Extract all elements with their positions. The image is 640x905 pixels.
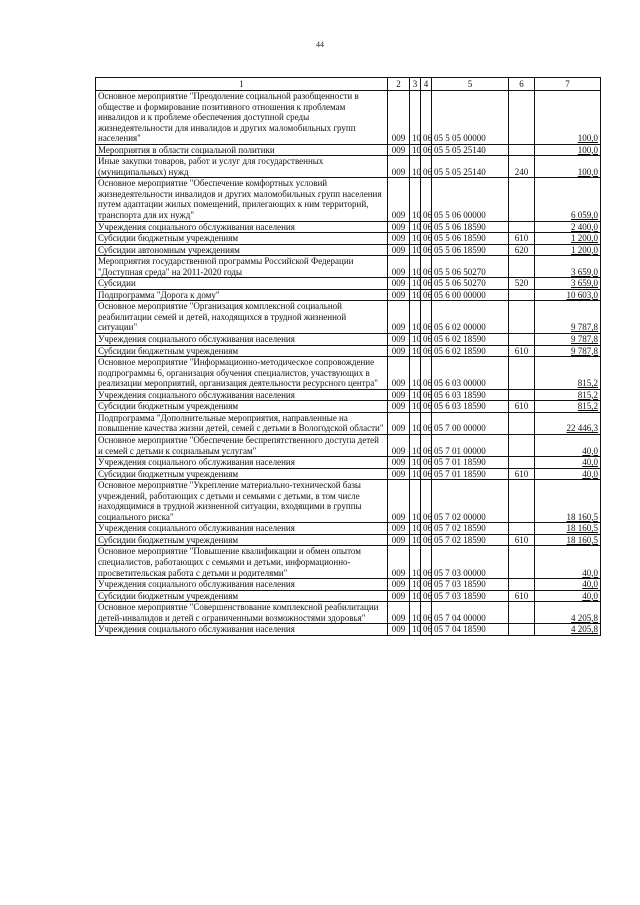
row-target-article: 05 7 01 18590 — [432, 457, 509, 469]
row-amount — [535, 156, 601, 178]
row-ministry-code: 009 — [388, 278, 410, 290]
row-expense-type — [509, 91, 535, 145]
row-subsection-code: 06 — [421, 523, 432, 535]
row-subsection-code: 06 — [421, 233, 432, 245]
row-subsection-code: 06 — [421, 357, 432, 390]
row-target-article: 05 5 06 18590 — [432, 244, 509, 256]
row-ministry-code: 009 — [388, 546, 410, 579]
row-ministry-code: 009 — [388, 221, 410, 233]
row-target-article: 05 5 06 18590 — [432, 221, 509, 233]
row-amount — [535, 334, 601, 346]
row-subsection-code: 06 — [421, 624, 432, 636]
amount-value: 4 205,8 — [571, 612, 598, 623]
row-section-code: 10 — [410, 244, 421, 256]
table-row — [96, 256, 601, 278]
table-row — [96, 156, 601, 178]
row-amount — [535, 289, 601, 301]
row-ministry-code: 009 — [388, 244, 410, 256]
row-section-code: 10 — [410, 468, 421, 480]
row-amount — [535, 401, 601, 413]
row-amount — [535, 590, 601, 602]
row-target-article: 05 7 02 00000 — [432, 480, 509, 523]
amount-value: 40,0 — [582, 445, 598, 456]
row-expense-type: 610 — [509, 401, 535, 413]
row-section-code: 10 — [410, 457, 421, 469]
row-section-code: 10 — [410, 534, 421, 546]
row-subsection-code: 06 — [421, 156, 432, 178]
table-row — [96, 233, 601, 245]
row-ministry-code: 009 — [388, 480, 410, 523]
row-expense-type — [509, 334, 535, 346]
table-row — [96, 546, 601, 579]
row-section-code: 10 — [410, 401, 421, 413]
row-ministry-code: 009 — [388, 590, 410, 602]
row-name-cell: Основное мероприятие "Обеспечение беспрепятственного доступа детей и семей с детьми к социальным услугам" — [96, 434, 388, 456]
row-expense-type: 610 — [509, 468, 535, 480]
row-section-code: 10 — [410, 357, 421, 390]
table-row — [96, 468, 601, 480]
row-name-cell: Учреждения социального обслуживания населения — [96, 523, 388, 535]
row-subsection-code: 06 — [421, 244, 432, 256]
row-subsection-code: 06 — [421, 412, 432, 434]
row-subsection-code: 06 — [421, 221, 432, 233]
row-subsection-code: 06 — [421, 534, 432, 546]
table-row — [96, 401, 601, 413]
row-name-cell: Субсидии бюджетным учреждениям — [96, 534, 388, 546]
amount-value: 10 603,0 — [566, 289, 598, 300]
row-amount — [535, 546, 601, 579]
table-row — [96, 91, 601, 145]
row-name-cell: Учреждения социального обслуживания населения — [96, 457, 388, 469]
amount-value: 100,0 — [577, 166, 598, 177]
row-amount — [535, 345, 601, 357]
amount-value: 6 059,0 — [571, 210, 598, 221]
row-ministry-code: 009 — [388, 301, 410, 334]
table-row — [96, 345, 601, 357]
row-section-code: 10 — [410, 221, 421, 233]
header-col-3: 3 — [410, 78, 421, 91]
row-name-cell: Основное мероприятие "Организация комплексной социальной реабилитации семей и детей, находящихся в трудной жизненной ситуации" — [96, 301, 388, 334]
row-name-cell: Учреждения социального обслуживания населения — [96, 334, 388, 346]
row-name-cell: Субсидии бюджетным учреждениям — [96, 345, 388, 357]
row-subsection-code: 06 — [421, 178, 432, 221]
header-col-6: 6 — [509, 78, 535, 91]
row-subsection-code: 06 — [421, 434, 432, 456]
row-expense-type — [509, 289, 535, 301]
row-ministry-code: 009 — [388, 91, 410, 145]
amount-value: 40,0 — [582, 457, 598, 468]
row-section-code: 10 — [410, 434, 421, 456]
header-col-5: 5 — [432, 78, 509, 91]
amount-value: 18 160,5 — [566, 511, 598, 522]
row-target-article: 05 7 01 18590 — [432, 468, 509, 480]
row-section-code: 10 — [410, 624, 421, 636]
row-name-cell: Основное мероприятие "Преодоление социальной разобщенности в обществе и формирование позитивного отношения к проблемам инвалидов и к проблеме обеспечения доступной среды жизнедеятельности для инвалидов и других маломобильных групп населения" — [96, 91, 388, 145]
row-name-cell: Мероприятия государственной программы Российской Федерации "Доступная среда" на 2011-2020 годы — [96, 256, 388, 278]
row-name-cell: Мероприятия в области социальной политики — [96, 144, 388, 156]
amount-value: 1 200,0 — [571, 233, 598, 244]
row-section-code: 10 — [410, 233, 421, 245]
table-row — [96, 144, 601, 156]
row-subsection-code: 06 — [421, 579, 432, 591]
row-subsection-code: 06 — [421, 144, 432, 156]
row-subsection-code: 06 — [421, 389, 432, 401]
amount-value: 40,0 — [582, 468, 598, 479]
table-row — [96, 534, 601, 546]
row-ministry-code: 009 — [388, 345, 410, 357]
amount-value: 815,2 — [577, 401, 598, 412]
row-target-article: 05 6 03 18590 — [432, 401, 509, 413]
row-section-code: 10 — [410, 289, 421, 301]
table-row — [96, 221, 601, 233]
row-target-article: 05 5 05 25140 — [432, 144, 509, 156]
table-row — [96, 334, 601, 346]
row-target-article: 05 5 05 25140 — [432, 156, 509, 178]
amount-value: 22 446,3 — [566, 423, 598, 434]
row-ministry-code: 009 — [388, 334, 410, 346]
row-expense-type — [509, 579, 535, 591]
row-ministry-code: 009 — [388, 457, 410, 469]
row-section-code: 10 — [410, 334, 421, 346]
row-subsection-code: 06 — [421, 345, 432, 357]
row-amount — [535, 233, 601, 245]
row-section-code: 10 — [410, 579, 421, 591]
table-row — [96, 579, 601, 591]
row-expense-type — [509, 480, 535, 523]
row-amount — [535, 602, 601, 624]
row-expense-type: 610 — [509, 345, 535, 357]
row-expense-type — [509, 434, 535, 456]
row-ministry-code: 009 — [388, 178, 410, 221]
row-target-article: 05 7 02 18590 — [432, 523, 509, 535]
row-amount — [535, 523, 601, 535]
row-name-cell: Субсидии бюджетным учреждениям — [96, 233, 388, 245]
row-name-cell: Иные закупки товаров, работ и услуг для государственных (муниципальных) нужд — [96, 156, 388, 178]
row-expense-type — [509, 389, 535, 401]
row-name-cell: Учреждения социального обслуживания населения — [96, 579, 388, 591]
table-row — [96, 301, 601, 334]
row-amount — [535, 178, 601, 221]
row-subsection-code: 06 — [421, 301, 432, 334]
row-expense-type — [509, 301, 535, 334]
row-subsection-code: 06 — [421, 457, 432, 469]
row-ministry-code: 009 — [388, 401, 410, 413]
row-target-article: 05 5 06 00000 — [432, 178, 509, 221]
row-expense-type — [509, 624, 535, 636]
row-name-cell: Субсидии бюджетным учреждениям — [96, 590, 388, 602]
table-row — [96, 457, 601, 469]
row-ministry-code: 009 — [388, 144, 410, 156]
row-section-code: 10 — [410, 156, 421, 178]
row-amount — [535, 534, 601, 546]
table-row — [96, 523, 601, 535]
row-expense-type: 520 — [509, 278, 535, 290]
row-name-cell: Учреждения социального обслуживания населения — [96, 221, 388, 233]
table-body — [96, 91, 601, 636]
row-section-code: 10 — [410, 256, 421, 278]
row-target-article: 05 6 02 18590 — [432, 334, 509, 346]
row-amount — [535, 278, 601, 290]
row-expense-type: 620 — [509, 244, 535, 256]
row-expense-type — [509, 357, 535, 390]
table-row — [96, 590, 601, 602]
amount-value: 18 160,5 — [566, 534, 598, 545]
row-target-article: 05 7 01 00000 — [432, 434, 509, 456]
row-expense-type — [509, 602, 535, 624]
row-ministry-code: 009 — [388, 156, 410, 178]
row-subsection-code: 06 — [421, 590, 432, 602]
row-target-article: 05 5 06 50270 — [432, 256, 509, 278]
row-name-cell: Основное мероприятие "Совершенствование комплексной реабилитации детей-инвалидов и детей с ограниченными возможностями здоровья" — [96, 602, 388, 624]
row-amount — [535, 480, 601, 523]
row-amount — [535, 221, 601, 233]
amount-value: 40,0 — [582, 590, 598, 601]
header-col-1: 1 — [96, 78, 388, 91]
row-section-code: 10 — [410, 91, 421, 145]
amount-value: 100,0 — [577, 144, 598, 155]
table-row — [96, 389, 601, 401]
row-expense-type: 240 — [509, 156, 535, 178]
amount-value: 1 200,0 — [571, 244, 598, 255]
row-section-code: 10 — [410, 546, 421, 579]
row-name-cell: Субсидии — [96, 278, 388, 290]
row-amount — [535, 457, 601, 469]
row-subsection-code: 06 — [421, 546, 432, 579]
row-amount — [535, 91, 601, 145]
page-number: 44 — [316, 40, 324, 49]
row-target-article: 05 7 00 00000 — [432, 412, 509, 434]
budget-table — [95, 77, 601, 636]
row-expense-type — [509, 221, 535, 233]
row-ministry-code: 009 — [388, 233, 410, 245]
row-name-cell: Учреждения социального обслуживания населения — [96, 389, 388, 401]
header-col-4: 4 — [421, 78, 432, 91]
row-subsection-code: 06 — [421, 256, 432, 278]
row-subsection-code: 06 — [421, 602, 432, 624]
row-section-code: 10 — [410, 301, 421, 334]
row-amount — [535, 244, 601, 256]
row-expense-type: 610 — [509, 233, 535, 245]
row-subsection-code: 06 — [421, 334, 432, 346]
row-amount — [535, 624, 601, 636]
table-row — [96, 602, 601, 624]
table-row — [96, 357, 601, 390]
row-ministry-code: 009 — [388, 534, 410, 546]
table-row — [96, 624, 601, 636]
row-target-article: 05 6 02 18590 — [432, 345, 509, 357]
row-expense-type — [509, 412, 535, 434]
row-subsection-code: 06 — [421, 401, 432, 413]
row-expense-type — [509, 457, 535, 469]
row-amount — [535, 301, 601, 334]
table-row — [96, 244, 601, 256]
row-section-code: 10 — [410, 523, 421, 535]
row-amount — [535, 256, 601, 278]
table-row — [96, 480, 601, 523]
row-target-article: 05 5 05 00000 — [432, 91, 509, 145]
row-name-cell: Основное мероприятие "Информационно-методическое сопровождение подпрограммы 6, организация обучения специалистов, участвующих в реализации мероприятий, организация деятельности ресурсного центра" — [96, 357, 388, 390]
row-target-article: 05 7 04 18590 — [432, 624, 509, 636]
row-subsection-code: 06 — [421, 289, 432, 301]
row-subsection-code: 06 — [421, 278, 432, 290]
amount-value: 40,0 — [582, 567, 598, 578]
table-row — [96, 289, 601, 301]
row-name-cell: Субсидии бюджетным учреждениям — [96, 401, 388, 413]
row-amount — [535, 389, 601, 401]
row-ministry-code: 009 — [388, 412, 410, 434]
amount-value: 9 787,8 — [571, 334, 598, 345]
row-target-article: 05 7 03 18590 — [432, 590, 509, 602]
row-amount — [535, 468, 601, 480]
table-row — [96, 178, 601, 221]
row-section-code: 10 — [410, 178, 421, 221]
row-ministry-code: 009 — [388, 579, 410, 591]
row-expense-type: 610 — [509, 590, 535, 602]
amount-value: 18 160,5 — [566, 523, 598, 534]
row-name-cell: Учреждения социального обслуживания населения — [96, 624, 388, 636]
row-name-cell: Субсидии автономным учреждениям — [96, 244, 388, 256]
row-ministry-code: 009 — [388, 468, 410, 480]
amount-value: 815,2 — [577, 389, 598, 400]
row-ministry-code: 009 — [388, 256, 410, 278]
row-target-article: 05 7 04 00000 — [432, 602, 509, 624]
row-section-code: 10 — [410, 144, 421, 156]
row-name-cell: Основное мероприятие "Обеспечение комфортных условий жизнедеятельности инвалидов и других маломобильных групп населения путем адаптации жилых помещений, прилегающих к ним территорий, транспорта для их нужд" — [96, 178, 388, 221]
row-ministry-code: 009 — [388, 289, 410, 301]
table-header-row — [96, 78, 601, 91]
row-target-article: 05 7 03 00000 — [432, 546, 509, 579]
row-name-cell: Подпрограмма "Дорога к дому" — [96, 289, 388, 301]
row-expense-type — [509, 546, 535, 579]
row-section-code: 10 — [410, 278, 421, 290]
row-target-article: 05 6 00 00000 — [432, 289, 509, 301]
row-name-cell: Основное мероприятие "Повышение квалификации и обмен опытом специалистов, работающих с семьями и детьми, информационно-просветительская работа с детьми и родителями" — [96, 546, 388, 579]
amount-value: 40,0 — [582, 579, 598, 590]
row-section-code: 10 — [410, 590, 421, 602]
row-subsection-code: 06 — [421, 480, 432, 523]
row-section-code: 10 — [410, 389, 421, 401]
row-amount — [535, 144, 601, 156]
amount-value: 3 659,0 — [571, 278, 598, 289]
row-target-article: 05 6 03 00000 — [432, 357, 509, 390]
amount-value: 9 787,8 — [571, 322, 598, 333]
row-expense-type — [509, 256, 535, 278]
row-section-code: 10 — [410, 480, 421, 523]
row-amount — [535, 579, 601, 591]
row-expense-type — [509, 178, 535, 221]
row-subsection-code: 06 — [421, 91, 432, 145]
amount-value: 9 787,8 — [571, 345, 598, 356]
amount-value: 4 205,8 — [571, 624, 598, 635]
amount-value: 815,2 — [577, 378, 598, 389]
row-section-code: 10 — [410, 345, 421, 357]
row-amount — [535, 434, 601, 456]
header-col-2: 2 — [388, 78, 410, 91]
row-ministry-code: 009 — [388, 357, 410, 390]
row-amount — [535, 357, 601, 390]
row-ministry-code: 009 — [388, 434, 410, 456]
row-subsection-code: 06 — [421, 468, 432, 480]
header-col-7: 7 — [535, 78, 601, 91]
row-target-article: 05 6 02 00000 — [432, 301, 509, 334]
row-name-cell: Субсидии бюджетным учреждениям — [96, 468, 388, 480]
row-name-cell: Подпрограмма "Дополнительные мероприятия, направленные на повышение качества жизни детей, семей с детьми в Вологодской области" — [96, 412, 388, 434]
row-expense-type — [509, 523, 535, 535]
table-row — [96, 278, 601, 290]
table-row — [96, 434, 601, 456]
row-target-article: 05 7 03 18590 — [432, 579, 509, 591]
row-section-code: 10 — [410, 602, 421, 624]
row-ministry-code: 009 — [388, 602, 410, 624]
amount-value: 100,0 — [577, 133, 598, 144]
amount-value: 3 659,0 — [571, 266, 598, 277]
row-section-code: 10 — [410, 412, 421, 434]
row-ministry-code: 009 — [388, 624, 410, 636]
row-target-article: 05 5 06 50270 — [432, 278, 509, 290]
row-target-article: 05 5 06 18590 — [432, 233, 509, 245]
row-name-cell: Основное мероприятие "Укрепление материально-технической базы учреждений, работающих с детьми и семьями с детьми, в том числе находящимися в трудной жизненной ситуации, входящими в группы социального риска" — [96, 480, 388, 523]
row-target-article: 05 7 02 18590 — [432, 534, 509, 546]
row-expense-type: 610 — [509, 534, 535, 546]
row-ministry-code: 009 — [388, 389, 410, 401]
amount-value: 2 400,0 — [571, 221, 598, 232]
row-amount — [535, 412, 601, 434]
row-ministry-code: 009 — [388, 523, 410, 535]
row-expense-type — [509, 144, 535, 156]
row-target-article: 05 6 03 18590 — [432, 389, 509, 401]
table-row — [96, 412, 601, 434]
